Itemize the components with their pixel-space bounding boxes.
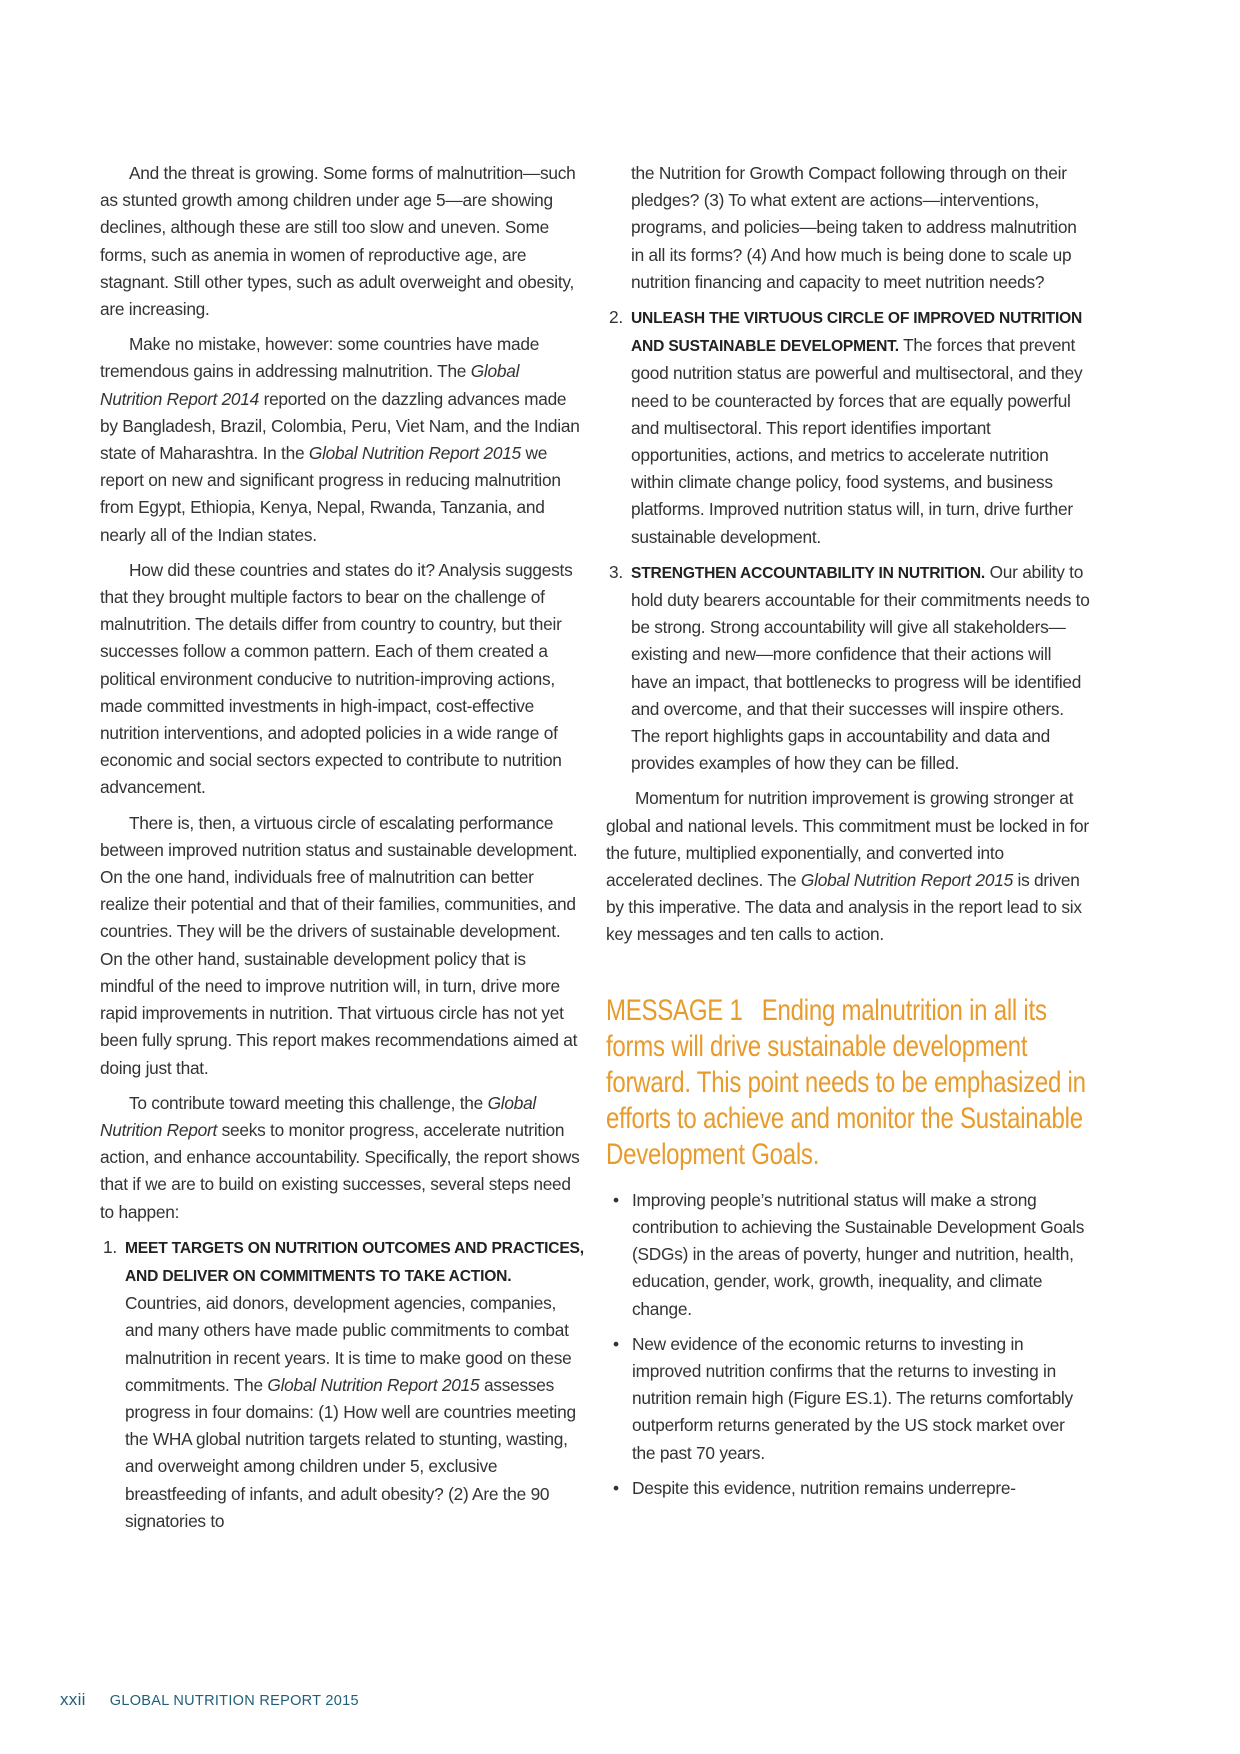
text-span: To contribute toward meeting this challenge, the: [129, 1092, 488, 1113]
numbered-item-3: [606, 559, 1090, 778]
text-span: is driven by this imperative. The data and analysis in the report lead to six key messages and ten calls to action.: [606, 870, 1082, 945]
text-span: Momentum for nutrition improvement is growing stronger at global and national levels. This commitment must be locked in for the future, multiplied exponentially, and converted into accelerated declines. The: [606, 788, 1089, 891]
message-heading: [606, 993, 1090, 1173]
numbered-item-1-continued: [606, 160, 1090, 296]
report-title-italic: Global Nutrition Report 2014: [100, 361, 520, 409]
text-span: Make no mistake, however: some countries have made tremendous gains in addressing malnutrition. The: [100, 334, 540, 382]
bullet-item: [606, 1331, 1090, 1467]
item-number: 1.: [103, 1236, 117, 1257]
page-footer: [60, 1690, 359, 1710]
paragraph-threat: And the threat is growing. Some forms of malnutrition—such as stunted growth among children under age 5—are showing declines, although these are still too slow and uneven. Some forms, such as anemia in women of reproductive age, are stagnant. Still other types, such as adult overweight and obesity, are increasing.: [100, 163, 576, 320]
bullet-text: Despite this evidence, nutrition remains underrepre-: [632, 1477, 1016, 1498]
item-heading: STRENGTHEN ACCOUNTABILITY IN NUTRITION.: [631, 564, 986, 582]
paragraph-how: How did these countries and states do it? Analysis suggests that they brought multiple factors to bear on the challenge of malnutrition. The details differ from country to country, but their successes follow a common pattern. Each of them created a political environment conducive to nutrition-improving actions, made committed investments in high-impact, cost-effective nutrition interventions, and adopted policies in a wide range of economic and social sectors expected to contribute to nutrition advancement.: [100, 559, 573, 798]
page-number: xxii: [60, 1690, 86, 1709]
text-span: assesses progress in four domains: (1) How well are countries meeting the WHA global nutrition targets related to stunting, wasting, and overweight among children under 5, exclusive breastfeeding of infants, and adult obesity? (2) Are the 90 signatories to: [125, 1374, 576, 1531]
text-span: seeks to monitor progress, accelerate nutrition action, and enhance accountability. Specifically, the report shows that if we are to build on existing successes, several steps need to happen:: [100, 1119, 580, 1222]
text-span: The forces that prevent good nutrition status are powerful and multisectoral, and they need to be counteracted by forces that are equally powerful and multisectoral. This report identifies important opportunities, actions, and metrics to accelerate nutrition within climate change policy, food systems, and business platforms. Improved nutrition status will, in turn, drive further sustainable development.: [631, 335, 1083, 547]
left-column: [100, 160, 584, 1543]
numbered-item-2: [606, 304, 1090, 551]
bullet-icon: •: [613, 1477, 619, 1498]
text-span: Countries, aid donors, development agencies, companies, and many others have made public commitments to combat malnutrition in recent years. It is time to make good on these commitments. The: [125, 1293, 572, 1395]
item-number: 3.: [609, 561, 623, 582]
right-column: [606, 160, 1090, 1510]
bullet-icon: •: [613, 1189, 619, 1210]
paragraph-momentum: [606, 785, 1090, 948]
item-number: 2.: [609, 307, 623, 328]
report-title-italic: Global Nutrition Report 2015: [308, 443, 521, 464]
bullet-icon: •: [613, 1333, 619, 1354]
report-title-italic: Global Nutrition Report 2015: [267, 1374, 480, 1395]
bullet-text: New evidence of the economic returns to investing in improved nutrition confirms that the returns to investing in nutrition remain high (Figure ES.1). The returns comfortably outperform returns generated by the US stock market over the past 70 years.: [632, 1333, 1073, 1463]
report-title-italic: Global Nutrition Report: [100, 1092, 537, 1140]
message-text: Ending malnutrition in all its forms will drive sustainable development forward. This point needs to be emphasized in efforts to achieve and monitor the Sustainable Development Goals.: [606, 993, 1086, 1171]
text-span: the Nutrition for Growth Compact following through on their pledges? (3) To what extent are actions—interventions, programs, and policies—being taken to address malnutrition in all its forms? (4) And how much is being done to scale up nutrition financing and capacity to meet nutrition needs?: [631, 163, 1077, 292]
bullet-text: Improving people’s nutritional status will make a strong contribution to achieving the Sustainable Development Goals (SDGs) in the areas of poverty, hunger and nutrition, health, education, gender, work, growth, inequality, and climate change.: [632, 1189, 1085, 1319]
text-span: Our ability to hold duty bearers accountable for their commitments needs to be strong. Strong accountability will give all stakeholders—existing and new—more confidence that their actions will have an impact, that bottlenecks to progress will be identified and overcome, and that their successes will inspire others. The report highlights gaps in accountability and data and provides examples of how they can be filled.: [631, 561, 1090, 774]
message-label: MESSAGE 1: [606, 993, 743, 1027]
item-heading: UNLEASH THE VIRTUOUS CIRCLE OF IMPROVED NUTRITION AND SUSTAINABLE DEVELOPMENT.: [631, 310, 1083, 356]
item-heading: MEET TARGETS ON NUTRITION OUTCOMES AND PRACTICES, AND DELIVER ON COMMITMENTS TO TAKE ACTION.: [125, 1239, 584, 1285]
paragraph-virtuous-circle: There is, then, a virtuous circle of escalating performance between improved nutrition status and sustainable development. On the one hand, individuals free of malnutrition can better realize their potential and that of their families, communities, and countries. They will be the drivers of sustainable development. On the other hand, sustainable development policy that is mindful of the need to improve nutrition will, in turn, drive more rapid improvements in nutrition. That virtuous circle has not yet been fully sprung. This report makes recommendations aimed at doing just that.: [100, 812, 578, 1078]
message-bullet-list: [606, 1187, 1090, 1502]
bullet-item: [606, 1187, 1090, 1323]
bullet-item: [606, 1475, 1090, 1502]
numbered-item-1: [100, 1234, 584, 1535]
report-title-italic: Global Nutrition Report 2015: [800, 870, 1013, 891]
text-span: we report on new and significant progress in reducing malnutrition from Egypt, Ethiopia, Kenya, Nepal, Rwanda, Tanzania, and nearly all of the Indian states.: [100, 443, 561, 545]
text-span: reported on the dazzling advances made by Bangladesh, Brazil, Colombia, Peru, Viet Nam, and the Indian state of Maharashtra. In the: [100, 388, 580, 464]
paragraph-contribute: [100, 1090, 584, 1226]
footer-title: GLOBAL NUTRITION REPORT 2015: [109, 1693, 359, 1709]
paragraph-gains: [100, 331, 584, 549]
